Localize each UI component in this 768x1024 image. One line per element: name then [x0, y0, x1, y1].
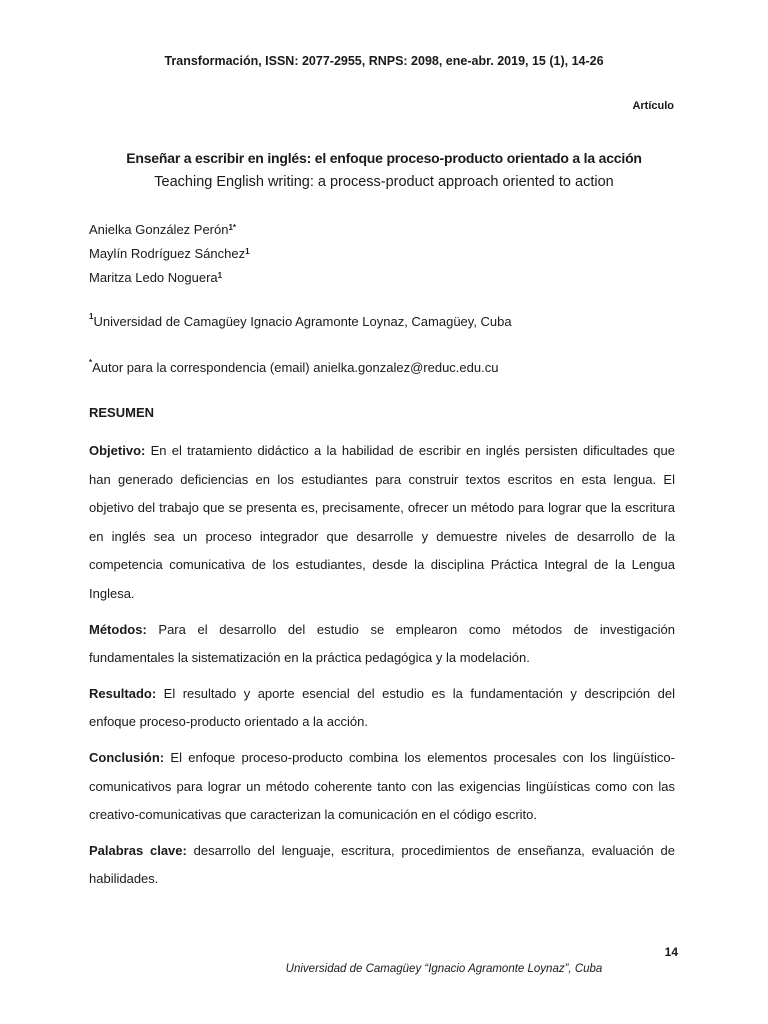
section-text: El resultado y aporte esencial del estudio es la fundamentación y descripción del enfoque proceso-producto orientado a la acción. [89, 685, 675, 730]
title-spanish: Enseñar a escribir en inglés: el enfoque proceso-producto orientado a la acción [126, 150, 642, 166]
section-text: Para el desarrollo del estudio se emplearon como métodos de investigación fundamentales la sistematización en la práctica pedagógica y la modelación. [89, 621, 675, 666]
author-name: Anielka González Perón [89, 222, 229, 237]
affiliation-marker: 1 [89, 312, 94, 321]
section-label: Resultado: [89, 685, 157, 701]
abstract-conclusion [89, 744, 675, 830]
author-marker: 1* [228, 223, 237, 232]
section-label: Objetivo: [89, 443, 146, 458]
correspondence [89, 360, 498, 375]
author-list [89, 218, 250, 290]
abstract-methods [89, 616, 675, 673]
section-label: Métodos: [89, 621, 147, 637]
journal-header: Transformación, ISSN: 2077-2955, RNPS: 2098, ene-abr. 2019, 15 (1), 14-26 [164, 54, 604, 68]
correspondence-text: Autor para la correspondencia (email) anielka.gonzalez@reduc.edu.cu [92, 360, 499, 375]
page-footer: Universidad de Camagüey “Ignacio Agramonte Loynaz”, Cuba [285, 963, 603, 975]
abstract-heading: RESUMEN [89, 405, 155, 420]
author-name: Maylín Rodríguez Sánchez [89, 246, 246, 261]
title-english: Teaching English writing: a process-product approach oriented to action [154, 174, 614, 190]
abstract-result [89, 680, 675, 737]
abstract-body [89, 437, 675, 901]
section-text: El enfoque proceso-producto combina los elementos procesales con los lingüístico-comunicativos para lograr un método coherente tanto con las exigencias lingüísticas como con las creativo-comunicativas que caracterizan la comunicación en el código escrito. [89, 749, 675, 823]
author-marker: 1 [217, 271, 223, 280]
section-label: Conclusión: [89, 749, 165, 765]
abstract-keywords [89, 837, 675, 894]
author-marker: 1 [245, 247, 250, 256]
page-number: 14 [664, 945, 678, 959]
correspondence-marker: * [89, 358, 93, 367]
author [89, 242, 250, 266]
author-name: Maritza Ledo Noguera [89, 270, 218, 285]
affiliation [89, 314, 512, 329]
article-type: Artículo [632, 100, 674, 112]
affiliation-text: Universidad de Camagüey Ignacio Agramonte Loynaz, Camagüey, Cuba [93, 314, 512, 329]
section-text: desarrollo del lenguaje, escritura, procedimientos de enseñanza, evaluación de habilidades. [89, 842, 675, 887]
section-text: En el tratamiento didáctico a la habilidad de escribir en inglés persisten dificultades que han generado deficiencias en los estudiantes para construir textos escritos en esta lengua. El objetivo del trabajo que se presenta es, precisamente, ofrecer un método para lograr que la escritura en inglés sea un proceso integrador que desarrolle y demuestre niveles de desarrollo de la competencia comunicativa de los estudiantes, desde la disciplina Práctica Integral de la Lengua Inglesa. [89, 443, 675, 601]
section-label: Palabras clave: [89, 842, 187, 858]
abstract-objective [89, 437, 675, 609]
author [89, 266, 250, 290]
author [89, 218, 250, 242]
